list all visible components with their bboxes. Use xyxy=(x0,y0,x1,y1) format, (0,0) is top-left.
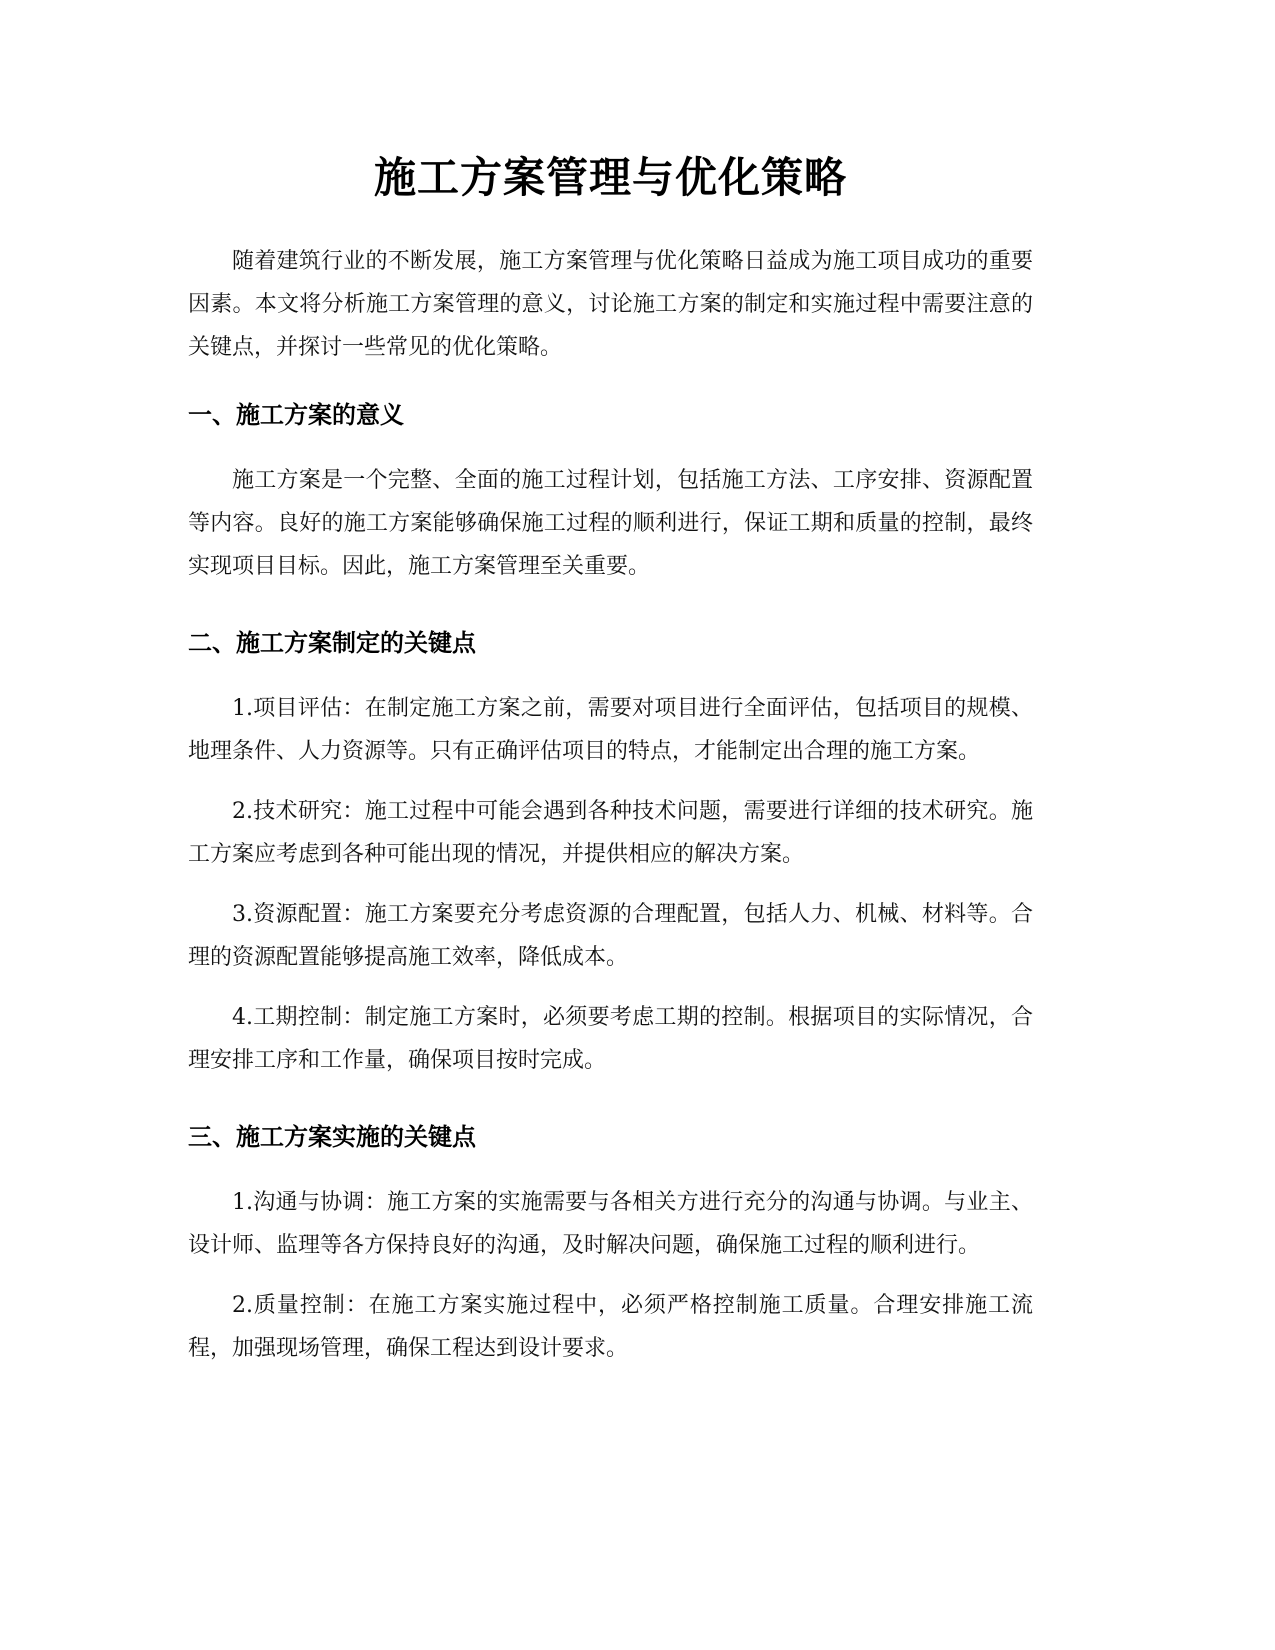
list-item-resource-allocation: 3.资源配置：施工方案要充分考虑资源的合理配置，包括人力、机械、材料等。合理的资源配置能够提高施工效率，降低成本。 xyxy=(188,902,1033,970)
intro-paragraph: 随着建筑行业的不断发展，施工方案管理与优化策略日益成为施工项目成功的重要因素。本文将分析施工方案管理的意义，讨论施工方案的制定和实施过程中需要注意的关键点，并探讨一些常见的优化策略。 xyxy=(188,249,1033,360)
list-item-schedule-control: 4.工期控制：制定施工方案时，必须要考虑工期的控制。根据项目的实际情况，合理安排工序和工作量，确保项目按时完成。 xyxy=(188,1005,1033,1073)
list-item-project-assessment: 1.项目评估：在制定施工方案之前，需要对项目进行全面评估，包括项目的规模、地理条件、人力资源等。只有正确评估项目的特点，才能制定出合理的施工方案。 xyxy=(188,696,1033,764)
list-item-quality-control: 2.质量控制：在施工方案实施过程中，必须严格控制施工质量。合理安排施工流程，加强现场管理，确保工程达到设计要求。 xyxy=(188,1293,1033,1361)
list-item-technical-research: 2.技术研究：施工过程中可能会遇到各种技术问题，需要进行详细的技术研究。施工方案应考虑到各种可能出现的情况，并提供相应的解决方案。 xyxy=(188,799,1033,867)
section-heading-significance: 一、施工方案的意义 xyxy=(188,401,404,429)
section-paragraph: 施工方案是一个完整、全面的施工过程计划，包括施工方法、工序安排、资源配置等内容。良好的施工方案能够确保施工过程的顺利进行，保证工期和质量的控制，最终实现项目目标。因此，施工方案管理至关重要。 xyxy=(188,468,1033,579)
section-heading-implementation-keypoints: 三、施工方案实施的关键点 xyxy=(188,1123,476,1151)
list-item-communication: 1.沟通与协调：施工方案的实施需要与各相关方进行充分的沟通与协调。与业主、设计师、监理等各方保持良好的沟通，及时解决问题，确保施工过程的顺利进行。 xyxy=(188,1190,1033,1258)
section-heading-planning-keypoints: 二、施工方案制定的关键点 xyxy=(188,629,476,657)
document-title: 施工方案管理与优化策略 xyxy=(373,153,847,202)
